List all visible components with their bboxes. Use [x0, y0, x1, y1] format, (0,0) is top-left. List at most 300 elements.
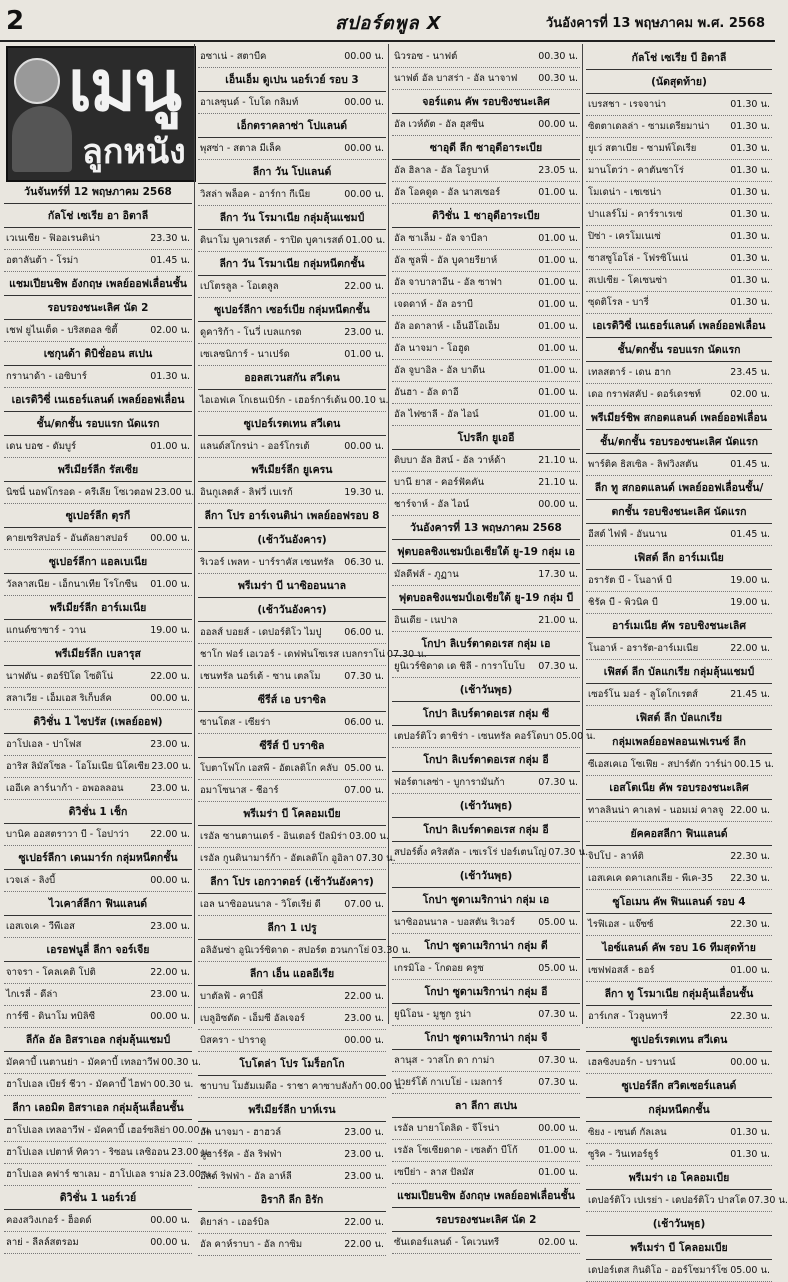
match-teams: การ์ซี - ดินาโม ทบิลิซี — [6, 1011, 96, 1022]
kickoff-time: 21.00 น. — [538, 615, 578, 626]
kickoff-time: 01.45 น. — [730, 529, 770, 540]
fixture-row — [198, 138, 386, 160]
league-heading: พรีเมียร์ลีก บาห์เรน — [198, 1098, 386, 1122]
fixture-row — [198, 436, 386, 458]
kickoff-time: 23.00 น. — [344, 1127, 384, 1138]
fixture-row — [4, 1164, 214, 1186]
kickoff-time: 23.30 น. — [150, 233, 190, 244]
match-teams: ชาโก ฟอร์ เอเวอร์ - เดฟฟ่นโซเรส เบลกราโน่ — [200, 649, 385, 660]
match-teams: เซอร์โน มอร์ - ลูโดโกเรตส์ — [588, 689, 698, 700]
fixture-row — [198, 940, 411, 962]
match-teams: เซฟฟอสส์ - ธอร์ — [588, 965, 655, 976]
league-heading: วันจันทร์ที่ 12 พฤษภาคม 2568 — [4, 180, 192, 204]
fixture-row — [586, 1260, 772, 1282]
league-heading: (เช้าวันอังคาร) — [198, 528, 386, 552]
kickoff-time: 01.30 น. — [730, 165, 770, 176]
kickoff-time: 07.30 น. — [355, 853, 396, 864]
match-teams: วัลลาสเนีย - เอ็กนาเทีย โรโกซีน — [6, 579, 138, 590]
fixture-row — [586, 362, 772, 384]
fixture-row — [4, 1232, 192, 1254]
kickoff-time: 01.30 น. — [730, 297, 770, 308]
match-teams: เปโตรลูล - โอเตลูล — [200, 281, 279, 292]
fixture-row — [392, 1072, 580, 1094]
fixture-row — [586, 1122, 772, 1144]
kickoff-time: 00.00 น. — [150, 693, 190, 704]
fixture-row — [392, 912, 580, 934]
fixture-row — [586, 1006, 772, 1028]
fixture-row — [198, 482, 386, 504]
league-heading: ซูเปอร์เรตเทน สวีเดน — [198, 412, 386, 436]
fixture-row — [4, 1074, 192, 1096]
league-heading: กัลโช่ เซเรีย อา อิตาลี — [4, 204, 192, 228]
fixture-row — [198, 344, 386, 366]
kickoff-time: 01.30 น. — [730, 275, 770, 286]
league-heading: โกปา ลิเบร์ตาดอเรส กลุ่ม เอ — [392, 632, 580, 656]
kickoff-time: 05.00 น. — [730, 1265, 770, 1276]
league-heading: พรีเมียร์ชิพ สกอตแลนด์ เพลย์ออฟเลื่อน — [586, 406, 772, 430]
match-teams: บิสครา - ปาราดู — [200, 1035, 267, 1046]
league-heading: (เช้าวันพุธ) — [392, 864, 580, 888]
kickoff-time: 01.45 น. — [150, 255, 190, 266]
fixture-row — [392, 610, 580, 632]
league-heading: กลุ่มเพลย์ออฟลอนเฟเรนซ์ ลีก — [586, 730, 772, 754]
match-teams: พุสซ่า - สตาล มีเล็ค — [200, 143, 282, 154]
match-teams: สปอร์ติ้ง คริสตัล - เซเรโร่ ปอร์เตนโญ่ — [394, 847, 547, 858]
kickoff-time: 21.10 น. — [538, 477, 578, 488]
fixture-row — [198, 1008, 386, 1030]
match-teams: ฮาโปเอล เทลอาวีฟ - มัคคาบี้ เฮอร์ซลิย่า — [6, 1125, 171, 1136]
fixture-row — [586, 454, 772, 476]
kickoff-time: 07.30 น. — [538, 777, 578, 788]
match-teams: ออลส์ บอยส์ - เดปอร์ติโว ไมปู — [200, 627, 322, 638]
match-teams: เซบีย่า - ลาส ปัลมัส — [394, 1167, 474, 1178]
league-heading: โกปา ซูดาเมริกาน่า กลุ่ม จี — [392, 1026, 580, 1050]
match-teams: ปวยร์โต้ กาเบโย่ - เมลการ์ — [394, 1077, 503, 1088]
fixture-row — [198, 1234, 386, 1256]
match-teams: อัล จาบาลาอีน - อัล ซาฟา — [394, 277, 503, 288]
fixture-row — [392, 182, 580, 204]
kickoff-time: 01.00 น. — [344, 349, 384, 360]
fixture-row — [4, 482, 195, 504]
fixture-row — [198, 1122, 386, 1144]
fixture-row — [392, 250, 580, 272]
fixture-row — [4, 870, 192, 892]
kickoff-time: 07.30 น. — [748, 1195, 788, 1206]
match-teams: ดิยาล่า - เออร์บิล — [200, 1217, 270, 1228]
fixture-row — [392, 1140, 580, 1162]
league-heading: ลีกา วัน โรมาเนีย กลุ่มหนีตกชั้น — [198, 252, 386, 276]
league-heading: ยัคคอสลีกา ฟินแลนด์ — [586, 822, 772, 846]
league-heading: กลุ่มหนีตกชั้น — [586, 1098, 772, 1122]
match-teams: บานี ยาส - คอร์ฟัคคัน — [394, 477, 485, 488]
kickoff-time: 23.00 น. — [151, 761, 192, 772]
kickoff-time: 00.30 น. — [153, 1079, 194, 1090]
league-heading: (เช้าวันอังคาร) — [198, 598, 386, 622]
match-teams: นิซนี่ นอฟโกรอด - ครีเลีย โซเวตอฟ — [6, 487, 153, 498]
match-teams: มัลดีฟส์ - ภูฏาน — [394, 569, 459, 580]
brand-logo: สปอร์ตพูล X — [335, 13, 442, 34]
fixture-row — [392, 228, 580, 250]
kickoff-time: 22.00 น. — [730, 805, 770, 816]
kickoff-time: 01.30 น. — [730, 121, 770, 132]
kickoff-time: 01.00 น. — [730, 965, 770, 976]
match-teams: ซิยง - เซนต์ กัลเลน — [588, 1127, 667, 1138]
match-teams: อินเดีย - เนปาล — [394, 615, 458, 626]
kickoff-time: 07.30 น. — [548, 847, 589, 858]
fixture-row — [586, 226, 772, 248]
match-teams: ลาย่ - ลีลล์สตรอม — [6, 1237, 79, 1248]
fixture-row — [4, 824, 192, 846]
kickoff-time: 02.00 น. — [730, 389, 770, 400]
kickoff-time: 00.00 น. — [364, 1081, 405, 1092]
fixture-row — [392, 1050, 580, 1072]
match-teams: เฮลซิงบอร์ก - บรานน์ — [588, 1057, 676, 1068]
fixture-row — [586, 684, 772, 706]
kickoff-time: 01.30 น. — [730, 231, 770, 242]
fixture-row — [4, 778, 192, 800]
fixture-row — [586, 1052, 772, 1074]
fixture-row — [198, 1144, 386, 1166]
match-teams: จิปโป - ลาห์ติ — [588, 851, 644, 862]
league-heading: แชมเปียนชิพ อังกฤษ เพลย์ออฟเลื่อนชั้น — [392, 1184, 580, 1208]
kickoff-time: 23.00 น. — [154, 487, 195, 498]
match-teams: ชาบาบ โมฮัมเมดีอ - ราชา คาซาบลังก้า — [200, 1081, 363, 1092]
match-teams: นาฟตัน - ตอร์ปิโด โซดิโน่ — [6, 671, 114, 682]
league-heading: พรีเมียร์ลีก รัสเซีย — [4, 458, 192, 482]
kickoff-time: 01.30 น. — [730, 187, 770, 198]
fixture-row — [392, 958, 580, 980]
kickoff-time: 00.00 น. — [538, 119, 578, 130]
match-teams: ฟอร์ตาเลซ่า - บูการามันก้า — [394, 777, 505, 788]
match-teams: ดินาโม บูคาเรสต์ - ราปิด บูคาเรสต์ — [200, 235, 344, 246]
fixture-row — [198, 552, 386, 574]
league-heading: เฟิสต์ ลีก อาร์เมเนีย — [586, 546, 772, 570]
kickoff-time: 07.30 น. — [538, 1055, 578, 1066]
match-teams: บานิค ออสตราวา บี - โอปาว่า — [6, 829, 130, 840]
league-heading: ดิวิชั่น 1 ซาอุดีอาระเบีย — [392, 204, 580, 228]
fixture-row — [392, 726, 596, 748]
match-teams: อัล ฮิลาล - อัล โอรูบาห์ — [394, 165, 489, 176]
league-heading: เอเรดิวิซี่ เนเธอร์แลนด์ เพลย์ออฟเลื่อน — [4, 388, 192, 412]
fixture-row — [4, 1142, 211, 1164]
kickoff-time: 01.30 น. — [730, 99, 770, 110]
fixture-row — [392, 472, 580, 494]
league-heading: โกปา ซูดาเมริกาน่า กลุ่ม ดี — [392, 934, 580, 958]
kickoff-time: 01.00 น. — [150, 441, 190, 452]
league-heading: (เช้าวันพุธ) — [392, 678, 580, 702]
match-teams: คองสวิงเกอร์ - ฮ็อดด์ — [6, 1215, 92, 1226]
match-teams: ซานโตส - เซียร่า — [200, 717, 271, 728]
league-heading: ดิวิชั่น 1 เช็ก — [4, 800, 192, 824]
column-divider — [582, 44, 583, 1024]
fixture-row — [586, 94, 772, 116]
kickoff-time: 22.00 น. — [150, 829, 190, 840]
match-teams: ซูริค - วินเทอร์ธูร์ — [588, 1149, 659, 1160]
fixture-row — [198, 276, 386, 298]
match-teams: อาโปเอล - ปาโฟส — [6, 739, 82, 750]
match-teams: กรานาด้า - เอซิบาร์ — [6, 371, 87, 382]
kickoff-time: 00.00 น. — [150, 1237, 190, 1248]
league-heading: ซูเปอร์เรตเทน สวีเดน — [586, 1028, 772, 1052]
match-teams: อัล โอคดูด - อัล นาสเซอร์ — [394, 187, 501, 198]
kickoff-time: 00.00 น. — [538, 1123, 578, 1134]
match-teams: เรอัล กูนดินามาร์ก้า - อัตเลติโก อูอิลา — [200, 853, 354, 864]
kickoff-time: 00.00 น. — [344, 143, 384, 154]
kickoff-time: 23.00 น. — [150, 783, 190, 794]
fixture-row — [198, 622, 386, 644]
fixture-row — [586, 524, 772, 546]
kickoff-time: 22.00 น. — [344, 281, 384, 292]
match-teams: แลนด์สโกรน่า - ออร์โกรเต้ — [200, 441, 310, 452]
match-teams: เชนทรัล นอร์เต้ - ซาน เตลโม — [200, 671, 321, 682]
league-heading: ไวเคาส์ลีกา ฟินแลนด์ — [4, 892, 192, 916]
fixture-row — [392, 1118, 580, 1140]
league-heading: ลีกา ทู โรมาเนีย กลุ่มลุ้นเลื่อนชั้น — [586, 982, 772, 1006]
league-heading: อิรากิ ลีก อิรัก — [198, 1188, 386, 1212]
kickoff-time: 23.00 น. — [344, 327, 384, 338]
fixture-row — [4, 574, 192, 596]
fixture-row — [198, 1166, 386, 1188]
match-teams: แกนด์ซาซาร์ - วาน — [6, 625, 86, 636]
kickoff-time: 01.00 น. — [538, 409, 578, 420]
match-teams: เซเลซนิการ์ - นาเปร์ด — [200, 349, 290, 360]
fixture-row — [198, 848, 396, 870]
league-heading: เฟิสต์ ลีก บัลแกเรีย — [586, 706, 772, 730]
kickoff-time: 01.45 น. — [730, 459, 770, 470]
kickoff-time: 01.00 น. — [538, 1145, 578, 1156]
kickoff-time: 00.15 น. — [734, 759, 774, 770]
match-teams: ไกเรลี่ - ดีล่า — [6, 989, 58, 1000]
match-teams: โนอาห์ - อรารัต-อาร์เมเนีย — [588, 643, 699, 654]
kickoff-time: 00.00 น. — [538, 499, 578, 510]
match-teams: อัล เวห์ดัต - อัล ฮุสซีน — [394, 119, 485, 130]
kickoff-time: 22.00 น. — [344, 1217, 384, 1228]
match-teams: อตาลันต้า - โรม่า — [6, 255, 79, 266]
match-teams: คายเซริสปอร์ - อันตัลยาสปอร์ — [6, 533, 128, 544]
kickoff-time: 21.45 น. — [730, 689, 770, 700]
league-heading: เฟิสต์ ลีก บัลแกเรีย กลุ่มลุ้นแชมป์ — [586, 660, 772, 684]
fixture-row — [198, 644, 427, 666]
league-heading: ลีกา เลอมิต อิสราเอล กลุ่มลุ้นเลื่อนชั้น — [4, 1096, 192, 1120]
match-teams: บาตัลฟ้ - คาบีลี่ — [200, 991, 264, 1002]
match-teams: ฮาโปเอล เบียร์ ชีวา - มัคคาบี้ ไฮฟา — [6, 1079, 152, 1090]
match-teams: เอล นาซิออนนาล - วิโตเรีย่ ดี — [200, 899, 321, 910]
kickoff-time: 22.00 น. — [150, 967, 190, 978]
fixture-row — [198, 780, 386, 802]
kickoff-time: 22.30 น. — [730, 873, 770, 884]
match-teams: เจดดาห์ - อัล อราบี — [394, 299, 473, 310]
fixture-row — [198, 1030, 386, 1052]
league-heading: ดิวิชั่น 1 ไซปรัส (เพลย์ออฟ) — [4, 710, 192, 734]
fixture-row — [198, 92, 386, 114]
match-teams: ปาแลร์โม่ - คาร์ราเรเซ่ — [588, 209, 683, 220]
kickoff-time: 07.00 น. — [344, 899, 384, 910]
kickoff-time: 19.00 น. — [150, 625, 190, 636]
fixture-row — [586, 270, 772, 292]
fixture-row — [198, 712, 386, 734]
league-heading: อาร์เมเนีย คัพ รอบชิงชนะเลิศ — [586, 614, 772, 638]
kickoff-time: 00.00 น. — [172, 1125, 213, 1136]
fixture-row — [586, 754, 772, 776]
kickoff-time: 00.00 น. — [150, 1011, 190, 1022]
league-heading: เอสโตเนีย คัพ รอบรองชนะเลิศ — [586, 776, 772, 800]
match-teams: ฮาโปเอล คฟาร์ ซาเลม - ฮาโปเอล ราม่ล — [6, 1169, 172, 1180]
league-heading: รอบรองชนะเลิศ นัด 2 — [4, 296, 192, 320]
match-teams: เรอัล บายาโดลิด - จีโรน่า — [394, 1123, 500, 1134]
kickoff-time: 01.30 น. — [730, 1127, 770, 1138]
match-teams: เออีเค ลาร์นาก้า - อพอลลอน — [6, 783, 124, 794]
match-teams: ยูนิโอน - มูชูก รูน่า — [394, 1009, 472, 1020]
fixture-row — [586, 570, 772, 592]
fixture-row — [198, 986, 386, 1008]
kickoff-time: 01.00 น. — [538, 321, 578, 332]
league-heading: โกปา ลิเบร์ตาดอเรส กลุ่ม ซี — [392, 702, 580, 726]
league-heading: รอบรองชนะเลิศ นัด 2 — [392, 1208, 580, 1232]
league-heading: ซูเปอร์ลีกา เดนมาร์ก กลุ่มหนีตกชั้น — [4, 846, 192, 870]
kickoff-time: 01.00 น. — [538, 233, 578, 244]
kickoff-time: 05.00 น. — [538, 917, 578, 928]
kickoff-time: 01.30 น. — [730, 143, 770, 154]
match-teams: อัล อดาลาห์ - เอ็นอีโอเอ็ม — [394, 321, 500, 332]
fixture-row — [392, 382, 580, 404]
fixture-column-4 — [586, 46, 788, 1276]
match-teams: อมาโซนาส - ชีอาร์ — [200, 785, 279, 796]
league-heading: ซูเปอร์ลีกา แอลเบเนีย — [4, 550, 192, 574]
match-teams: อลิอันซ่า อูนิเวร์ซิดาด - สปอร์ต ฮวนกาโย่ — [200, 945, 370, 956]
fixture-row — [4, 688, 192, 710]
match-teams: อัล นาจมา - ฮาฮวล์ — [200, 1127, 282, 1138]
kickoff-time: 07.30 น. — [538, 661, 578, 672]
kickoff-time: 00.00 น. — [344, 441, 384, 452]
fixture-row — [392, 114, 580, 136]
kickoff-time: 23.45 น. — [730, 367, 770, 378]
fixture-row — [392, 1004, 580, 1026]
kickoff-time: 22.00 น. — [730, 643, 770, 654]
match-teams: โบตาโฟโก เอสพี - อัตเลติโก คลับ — [200, 763, 339, 774]
fixture-row — [4, 666, 192, 688]
kickoff-time: 01.30 น. — [730, 253, 770, 264]
fixture-row — [4, 756, 192, 778]
match-teams: อาร์เกส - โวลูนทารี่ — [588, 1011, 668, 1022]
match-teams: อันฮา - อัล ดาอี — [394, 387, 459, 398]
fixture-row — [586, 160, 772, 182]
match-teams: เดปอร์เตส กินดิโอ - ออร์โซมาร์โซ — [588, 1265, 728, 1276]
league-heading: ชั้น/ตกชั้น รอบแรก นัดแรก — [586, 338, 772, 362]
league-heading: ลีกา 1 เปรู — [198, 916, 386, 940]
fixture-row — [586, 248, 772, 270]
kickoff-time: 05.00 น. — [555, 731, 596, 742]
banner-title: เมนู — [68, 44, 180, 127]
kickoff-time: 21.10 น. — [538, 455, 578, 466]
fixture-row — [586, 638, 772, 660]
league-heading: (เช้าวันพุธ) — [392, 794, 580, 818]
league-heading: ซาอุดี ลีก ซาอุดีอาระเบีย — [392, 136, 580, 160]
kickoff-time: 19.00 น. — [730, 597, 770, 608]
match-teams: เชฟ ยูไนเต็ด - บริสตอล ซิตี้ — [6, 325, 118, 336]
issue-date: วันอังคารที่ 13 พฤษภาคม พ.ศ. 2568 — [545, 16, 765, 31]
kickoff-time: 00.30 น. — [161, 1057, 201, 1068]
match-teams: วิสล่า พล็อค - อาร์กา กีเนีย — [200, 189, 311, 200]
fixture-row — [392, 656, 580, 678]
fixture-row — [586, 914, 772, 936]
match-teams: ซาสซูโอโล่ - โฟรซิโนเน่ — [588, 253, 688, 264]
fixture-row — [392, 450, 580, 472]
fixture-row — [198, 826, 389, 848]
fixture-row — [586, 1144, 772, 1166]
league-heading: โกปา ซูดาเมริกาน่า กลุ่ม อี — [392, 980, 580, 1004]
kickoff-time: 07.30 น. — [387, 649, 427, 660]
league-heading: ลีกา เอ็น แอลอีเรีย — [198, 962, 386, 986]
kickoff-time: 07.30 น. — [344, 671, 384, 682]
fixture-row — [198, 1212, 386, 1234]
kickoff-time: 01.00 น. — [538, 343, 578, 354]
match-teams: ซิตตาเดลล่า - ซามเดรียมาน่า — [588, 121, 710, 132]
fixture-row — [392, 294, 580, 316]
match-teams: เบรสชา - เรจจาน่า — [588, 99, 667, 110]
league-heading: เอ็นเอ็ม ดูเปน นอร์เวย์ รอบ 3 — [198, 68, 386, 92]
kickoff-time: 05.00 น. — [538, 963, 578, 974]
kickoff-time: 02.00 น. — [538, 1237, 578, 1248]
kickoff-time: 19.30 น. — [344, 487, 384, 498]
league-heading: พรีเมร่า บี นาซิออนนาล — [198, 574, 386, 598]
league-heading: ซูโอเมน คัพ ฟินแลนด์ รอบ 4 — [586, 890, 772, 914]
kickoff-time: 00.10 น. — [348, 395, 389, 406]
match-teams: เบลูอิซดัด - เอ็มซี อัลเจอร์ — [200, 1013, 305, 1024]
match-teams: อรารัต บี - โนอาห์ บี — [588, 575, 672, 586]
match-teams: ยูนิเวร์ซิดาด เด ชิลี - การาโบโบ — [394, 661, 525, 672]
player-photo — [12, 106, 72, 172]
kickoff-time: 00.00 น. — [344, 1035, 384, 1046]
kickoff-time: 07.30 น. — [538, 1077, 578, 1088]
match-teams: เตปอร์ติโว ตาชิร่า - เซนทรัล คอร์โดบา — [394, 731, 554, 742]
football-icon — [14, 58, 60, 104]
fixture-row — [586, 292, 772, 314]
league-heading: โบโตล่า โปร โมร็อกโก — [198, 1052, 386, 1076]
fixture-row — [4, 436, 192, 458]
fixture-row — [392, 46, 580, 68]
fixture-row — [4, 320, 192, 342]
kickoff-time: 22.30 น. — [730, 1011, 770, 1022]
fixture-row — [586, 116, 772, 138]
fixture-row — [198, 46, 386, 68]
kickoff-time: 03.30 น. — [371, 945, 411, 956]
menu-banner — [6, 46, 196, 182]
match-teams: ดิบบา อัล ฮิสน์ - อัล วาห์ด้า — [394, 455, 506, 466]
page-header — [0, 0, 775, 42]
match-teams: เดอ กราฟสคัป - ดอร์เดรชท์ — [588, 389, 701, 400]
league-heading: ลา ลีกา สเปน — [392, 1094, 580, 1118]
match-teams: สลาเวีย - เอ็มเอส ริเก็บส์ค — [6, 693, 112, 704]
match-teams: เทลสตาร์ - เดน ฮาก — [588, 367, 672, 378]
league-heading: ลีก ทู สกอตแลนด์ เพลย์ออฟเลื่อนชั้น/ — [586, 476, 772, 500]
league-heading: ซูเปอร์ลีกา เซอร์เบีย กลุ่มหนีตกชั้น — [198, 298, 386, 322]
fixture-row — [586, 960, 772, 982]
fixture-row — [392, 360, 580, 382]
fixture-row — [586, 182, 772, 204]
league-heading: (เช้าวันพุธ) — [586, 1212, 772, 1236]
kickoff-time: 07.30 น. — [538, 1009, 578, 1020]
league-heading: ชั้น/ตกชั้น รอบแรก นัดแรก — [4, 412, 192, 436]
kickoff-time: 01.00 น. — [345, 235, 386, 246]
kickoff-time: 23.00 น. — [173, 1169, 214, 1180]
kickoff-time: 23.00 น. — [344, 1013, 384, 1024]
league-heading: ลีกา วัน โปแลนด์ — [198, 160, 386, 184]
league-heading: ซีรีส์ บี บราซิล — [198, 734, 386, 758]
page-number: 2 — [6, 6, 25, 36]
fixture-row — [392, 564, 580, 586]
fixture-row — [392, 772, 580, 794]
fixture-row — [392, 494, 580, 516]
